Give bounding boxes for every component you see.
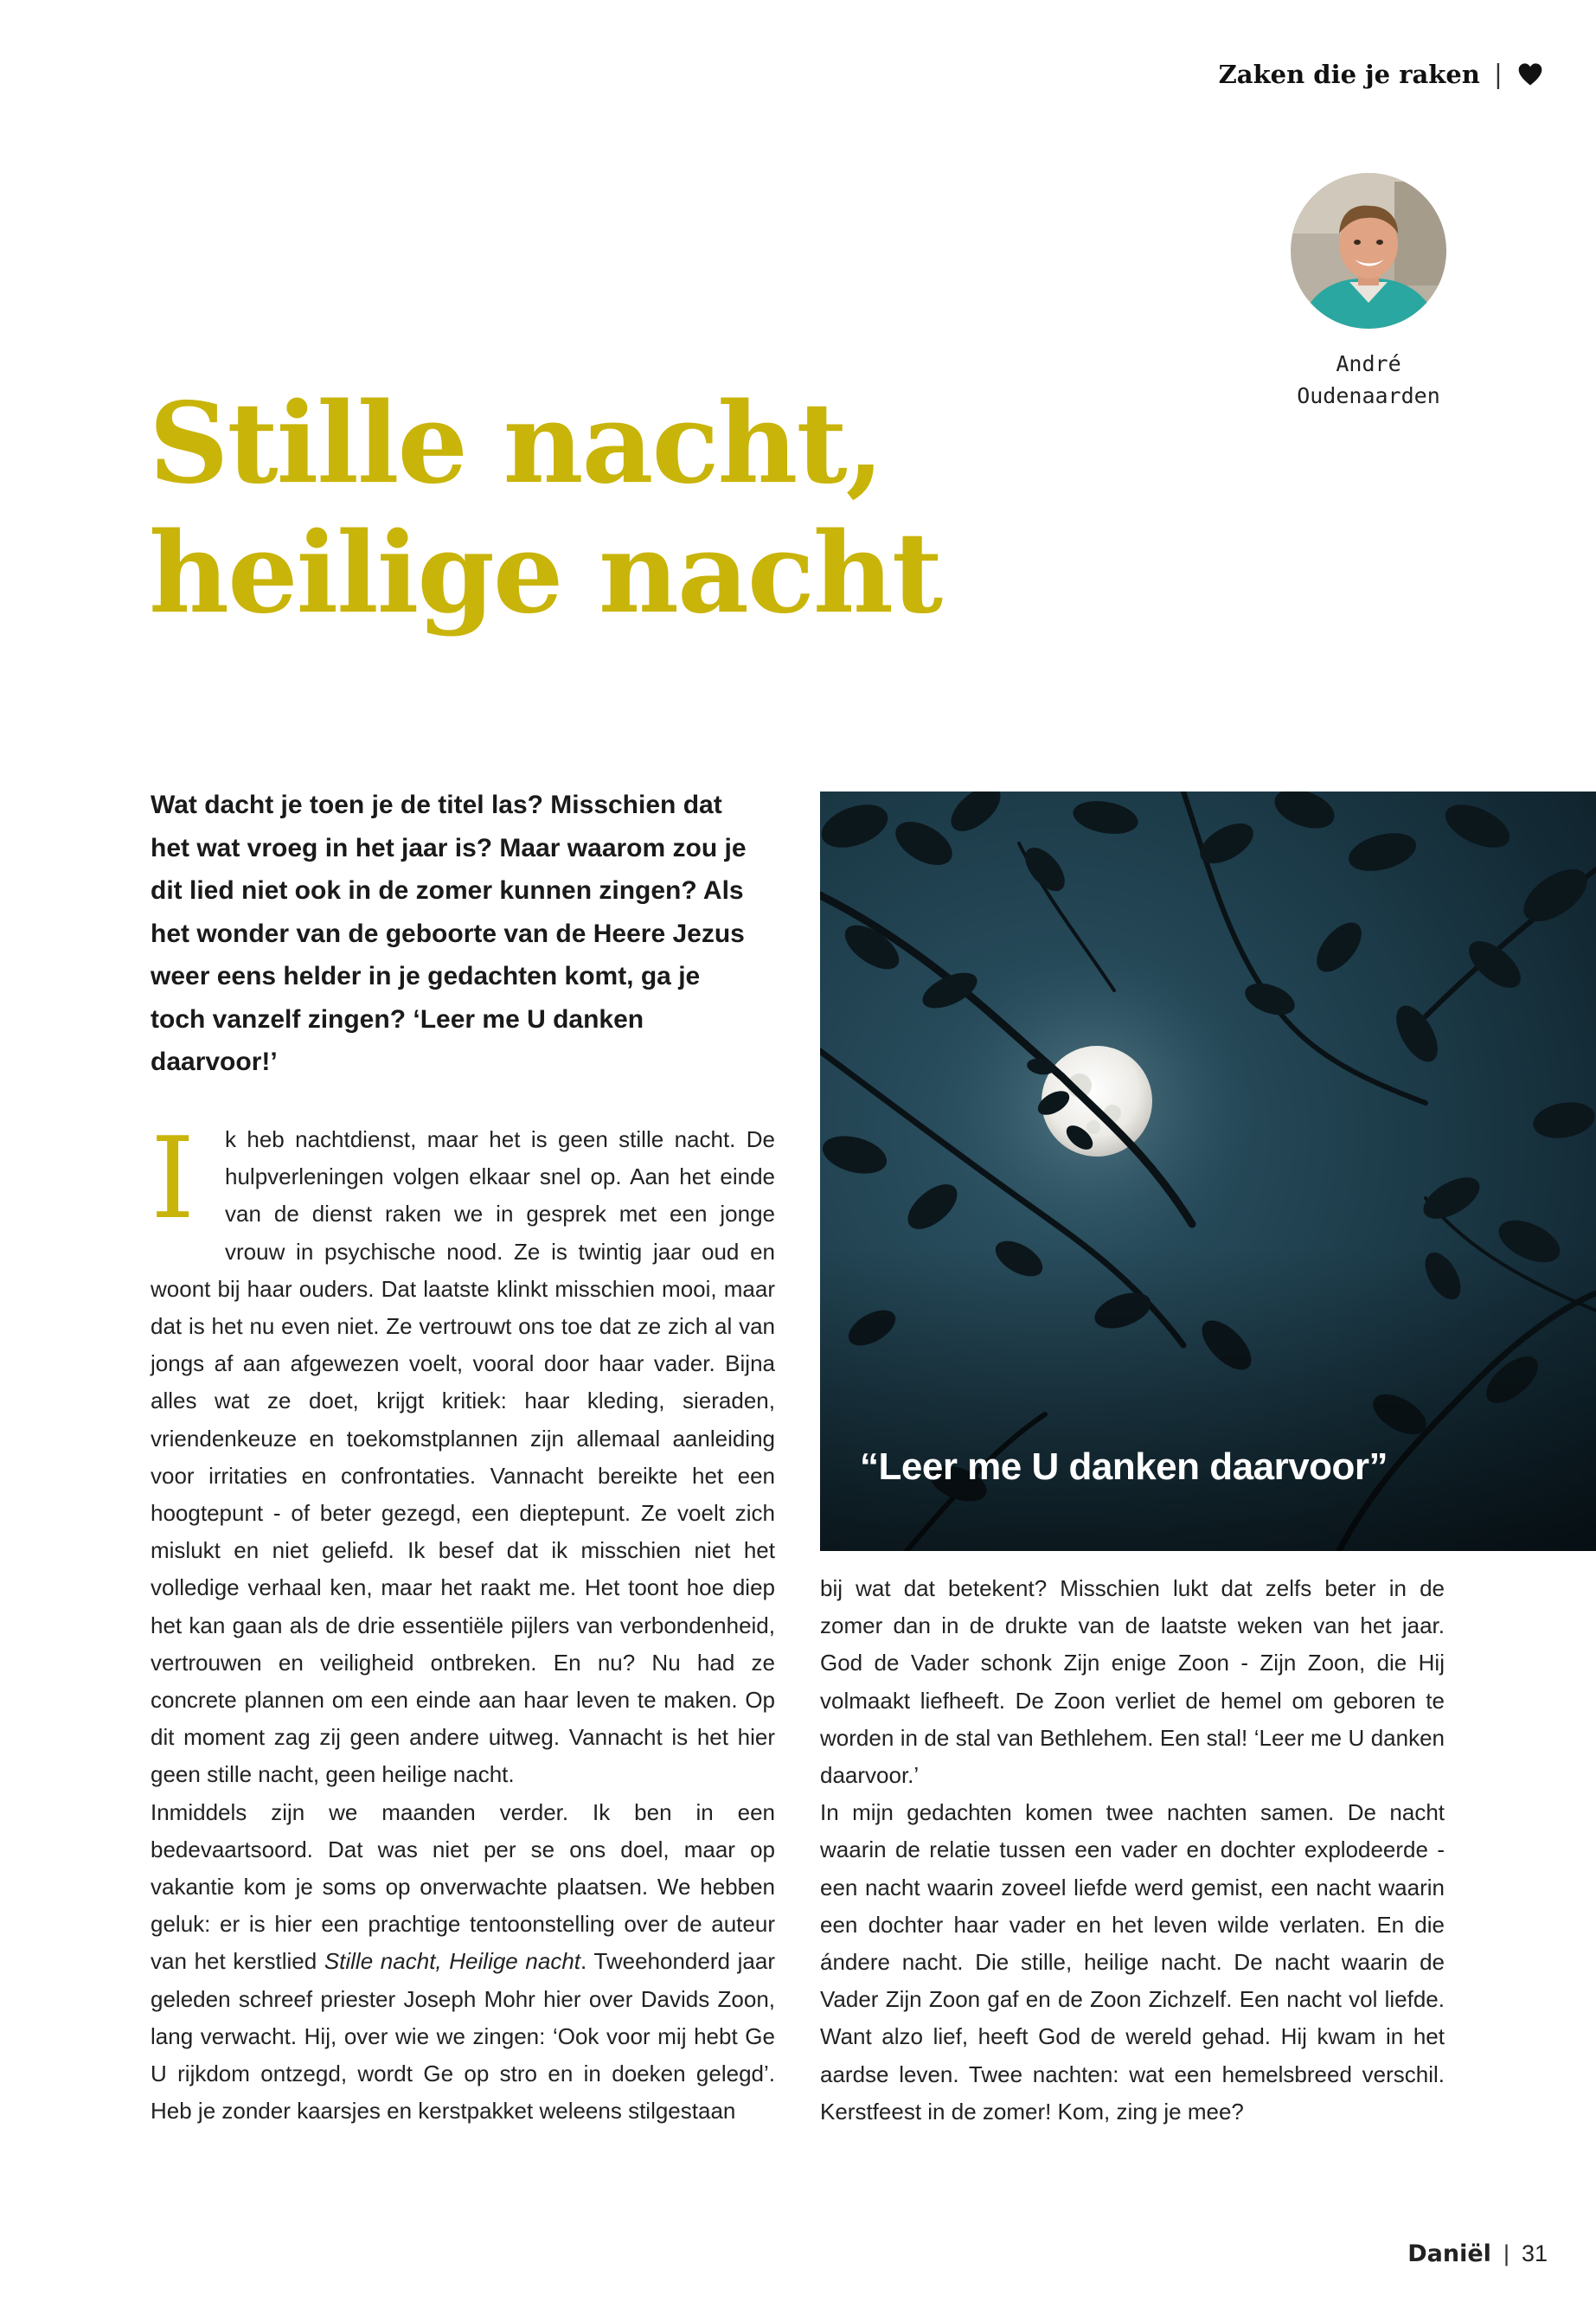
paragraph-text: . Tweehonderd jaar geleden schreef priester Joseph Mohr hier over Davids Zoon, lang verwacht. Hij, over wie we zingen: ‘Ook voor mij hebt Ge U rijkdom ontzegd, wordt Ge op stro en in doeken gelegd’. Heb je zonder kaarsjes en kerstpakket weleens stilgestaan <box>151 1948 775 2125</box>
author-last-name: Oudenaarden <box>1297 383 1440 408</box>
drop-cap: I <box>151 1112 195 1244</box>
title-line-2: heilige nacht <box>149 509 941 638</box>
page-number: 31 <box>1521 2240 1548 2266</box>
author-first-name: André <box>1336 351 1401 376</box>
page-footer <box>1407 2240 1548 2267</box>
footer-separator: | <box>1503 2240 1509 2266</box>
body-column-left <box>151 1112 775 2130</box>
body-column-right <box>820 1570 1445 2131</box>
magazine-name: Daniël <box>1407 2240 1491 2267</box>
section-label: Zaken die je raken <box>1218 60 1480 89</box>
paragraph: bij wat dat betekent? Misschien lukt dat zelfs beter in de zomer dan in de drukte van de laatste weken van het jaar. God de Vader schonk Zijn enige Zoon - Zijn Zoon, die Hij volmaakt liefheeft. De Zoon verliet de hemel om geboren te worden in de stal van Bethlehem. Een stal! ‘Leer me U danken daarvoor.’ <box>820 1575 1445 1789</box>
song-title: Stille nacht, Heilige nacht <box>324 1948 581 1975</box>
paragraph <box>151 1794 775 2131</box>
header-separator: | <box>1493 59 1503 90</box>
title-line-1: Stille nacht, <box>149 379 883 509</box>
paragraph <box>151 1112 775 1794</box>
running-header <box>1219 55 1544 93</box>
article-title <box>149 379 1100 638</box>
pull-quote: “Leer me U danken daarvoor” <box>860 1445 1388 1488</box>
paragraph: In mijn gedachten komen twee nachten samen. De nacht waarin de relatie tussen een vader en dochter explodeerde - een nacht waarin zoveel liefde werd gemist, een nacht waarin een dochter haar vader en het leven wilde verlaten. En die ándere nacht. Die stille, heilige nacht. De nacht waarin de Vader Zijn Zoon gaf en de Zoon Zichzelf. Een nacht vol liefde. Want alzo lief, heeft God de wereld gehad. Hij kwam in het aardse leven. Twee nachten: wat een hemelsbreed verschil. Kerstfeest in de zomer! Kom, zing je mee? <box>820 1799 1445 2125</box>
author-portrait-icon <box>1291 173 1446 329</box>
heart-icon <box>1516 61 1544 88</box>
moon-photo-icon <box>820 792 1596 1551</box>
article-intro: Wat dacht je toen je de titel las? Misschien dat het wat vroeg in het jaar is? Maar waarom zou je dit lied niet ook in de zomer kunnen zingen? Als het wonder van de geboorte van de Heere Jezus weer eens helder in je gedachten komt, ga je toch vanzelf zingen? ‘Leer me U danken daarvoor!’ <box>151 791 747 1076</box>
paragraph-text: Inmiddels zijn we maanden verder. Ik ben in een bedevaartsoord. Dat was niet per se ons doel, maar op vakantie kom je soms op onverwachte plaatsen. We hebben geluk: er is hier een prachtige tentoonstelling over de auteur van het kerstlied <box>151 1798 775 1975</box>
moon-night-photo <box>820 792 1596 1551</box>
paragraph-text: k heb nachtdienst, maar het is geen stille nacht. De hulpverleningen volgen elkaar snel op. Aan het einde van de dienst raken we in gesprek met een jonge vrouw in psychische nood. Ze is twintig jaar oud en woont bij haar ouders. Dat laatste klinkt misschien mooi, maar dat is het nu even niet. Ze vertrouwt ons toe dat ze zich al van jongs af aan afgewezen voelt, vooral door haar vader. Bijna alles wat ze doet, krijgt kritiek: haar kleding, sieraden, vriendenkeuze en toekomstplannen zijn allemaal aanleiding voor irritaties en confrontaties. Vannacht bereikte het een hoogtepunt - of beter gezegd, een dieptepunt. Ze voelt zich mislukt en niet geliefd. Ik besef dat ik misschien niet het volledige verhaal ken, maar het raakt me. Het toont hoe diep het kan gaan als de drie essentiële pijlers van verbondenheid, vertrouwen en veiligheid ontbreken. En nu? Nu had ze concrete plannen om een einde aan haar leven te maken. Op dit moment zag zij geen andere uitweg. Vannacht is het hier geen stille nacht, geen heilige nacht. <box>151 1126 775 1788</box>
author-name <box>1246 348 1491 412</box>
author-avatar <box>1291 173 1446 329</box>
